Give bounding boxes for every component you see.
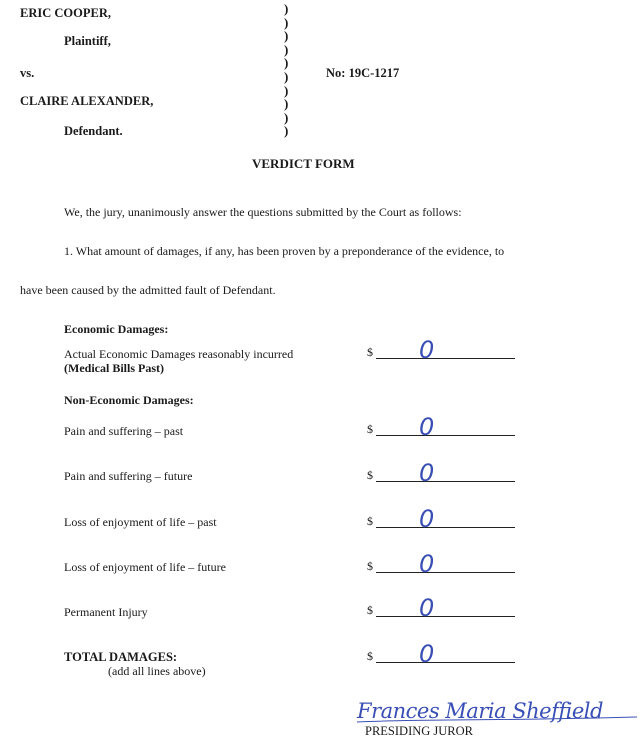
non-economic-damages-heading: Non-Economic Damages: (64, 393, 194, 407)
dollar-sign: $ (367, 468, 373, 482)
question-1-line-1: 1. What amount of damages, if any, has been proven by a preponderance of the evidence, to (64, 244, 505, 258)
amount-line (376, 481, 515, 482)
enjoyment-life-past-amount-field[interactable] (367, 506, 515, 530)
signature-scribble (355, 688, 640, 728)
amount-line (376, 572, 515, 573)
dollar-sign: $ (367, 649, 373, 663)
pain-suffering-past-label: Pain and suffering – past (64, 424, 184, 438)
defendant-role: Defendant. (64, 124, 123, 138)
caption-paren: ) (284, 96, 289, 112)
dollar-sign: $ (367, 345, 373, 359)
economic-damages-heading: Economic Damages: (64, 322, 169, 336)
permanent-injury-label: Permanent Injury (64, 605, 148, 619)
defendant-name: CLAIRE ALEXANDER, (20, 94, 154, 108)
handwritten-zero-pain-future (415, 460, 443, 484)
permanent-injury-amount-field[interactable] (367, 595, 515, 619)
enjoyment-life-future-label: Loss of enjoyment of life – future (64, 560, 226, 574)
caption-paren: ) (284, 14, 289, 30)
presiding-juror-label: PRESIDING JUROR (365, 724, 474, 738)
handwritten-zero-pain-past (415, 414, 443, 438)
question-1-line-2: have been caused by the admitted fault of Defendant. (20, 283, 276, 297)
handwritten-zero-enjoyment-past (415, 506, 443, 530)
pain-suffering-future-amount-field[interactable] (367, 460, 515, 484)
plaintiff-role: Plaintiff, (64, 34, 111, 48)
total-damages-value: 0 (419, 641, 435, 665)
dollar-sign: $ (367, 514, 373, 528)
pain-suffering-future-label: Pain and suffering – future (64, 469, 193, 483)
handwritten-zero-total (415, 641, 443, 665)
pain-suffering-past-amount-field[interactable] (367, 414, 515, 438)
intro-paragraph: We, the jury, unanimously answer the questions submitted by the Court as follows: (64, 205, 462, 219)
pain-suffering-future-value: 0 (419, 460, 435, 484)
medical-bills-sublabel: (Medical Bills Past) (64, 361, 164, 375)
enjoyment-life-future-amount-field[interactable] (367, 551, 515, 575)
plaintiff-name: ERIC COOPER, (20, 6, 111, 20)
caption-paren: ) (284, 55, 289, 71)
amount-line (376, 435, 515, 436)
caption-paren: ) (284, 68, 289, 84)
pain-suffering-past-value: 0 (419, 414, 435, 438)
caption-paren: ) (284, 109, 289, 125)
caption-paren: ) (284, 1, 289, 16)
signature-text: Frances Maria Sheffield (357, 699, 603, 723)
total-damages-label: TOTAL DAMAGES: (64, 650, 178, 664)
handwritten-zero-permanent (415, 595, 443, 619)
amount-line (376, 527, 515, 528)
handwritten-zero-enjoyment-future (415, 551, 443, 575)
caption-paren: ) (284, 123, 289, 139)
versus-label: vs. (20, 66, 35, 80)
total-damages-sublabel: (add all lines above) (108, 664, 206, 678)
caption-paren: ) (284, 28, 289, 44)
medical-bills-amount-field[interactable] (367, 337, 515, 361)
amount-line (376, 616, 515, 617)
dollar-sign: $ (367, 559, 373, 573)
medical-bills-label: Actual Economic Damages reasonably incurred (64, 347, 294, 361)
permanent-injury-value: 0 (419, 595, 435, 619)
caption-parenthesis-column (284, 2, 288, 138)
total-damages-amount-field[interactable] (367, 641, 515, 665)
amount-line (376, 662, 515, 663)
amount-line (376, 358, 515, 359)
caption-paren: ) (284, 41, 289, 57)
medical-bills-value: 0 (419, 337, 435, 361)
dollar-sign: $ (367, 422, 373, 436)
enjoyment-life-past-value: 0 (419, 506, 435, 530)
handwritten-zero-medical (415, 337, 443, 361)
caption-paren: ) (284, 82, 289, 98)
enjoyment-life-past-label: Loss of enjoyment of life – past (64, 515, 217, 529)
juror-signature (355, 688, 640, 728)
page-title: VERDICT FORM (252, 156, 355, 171)
dollar-sign: $ (367, 603, 373, 617)
enjoyment-life-future-value: 0 (419, 551, 435, 575)
case-number: No: 19C-1217 (326, 66, 400, 80)
